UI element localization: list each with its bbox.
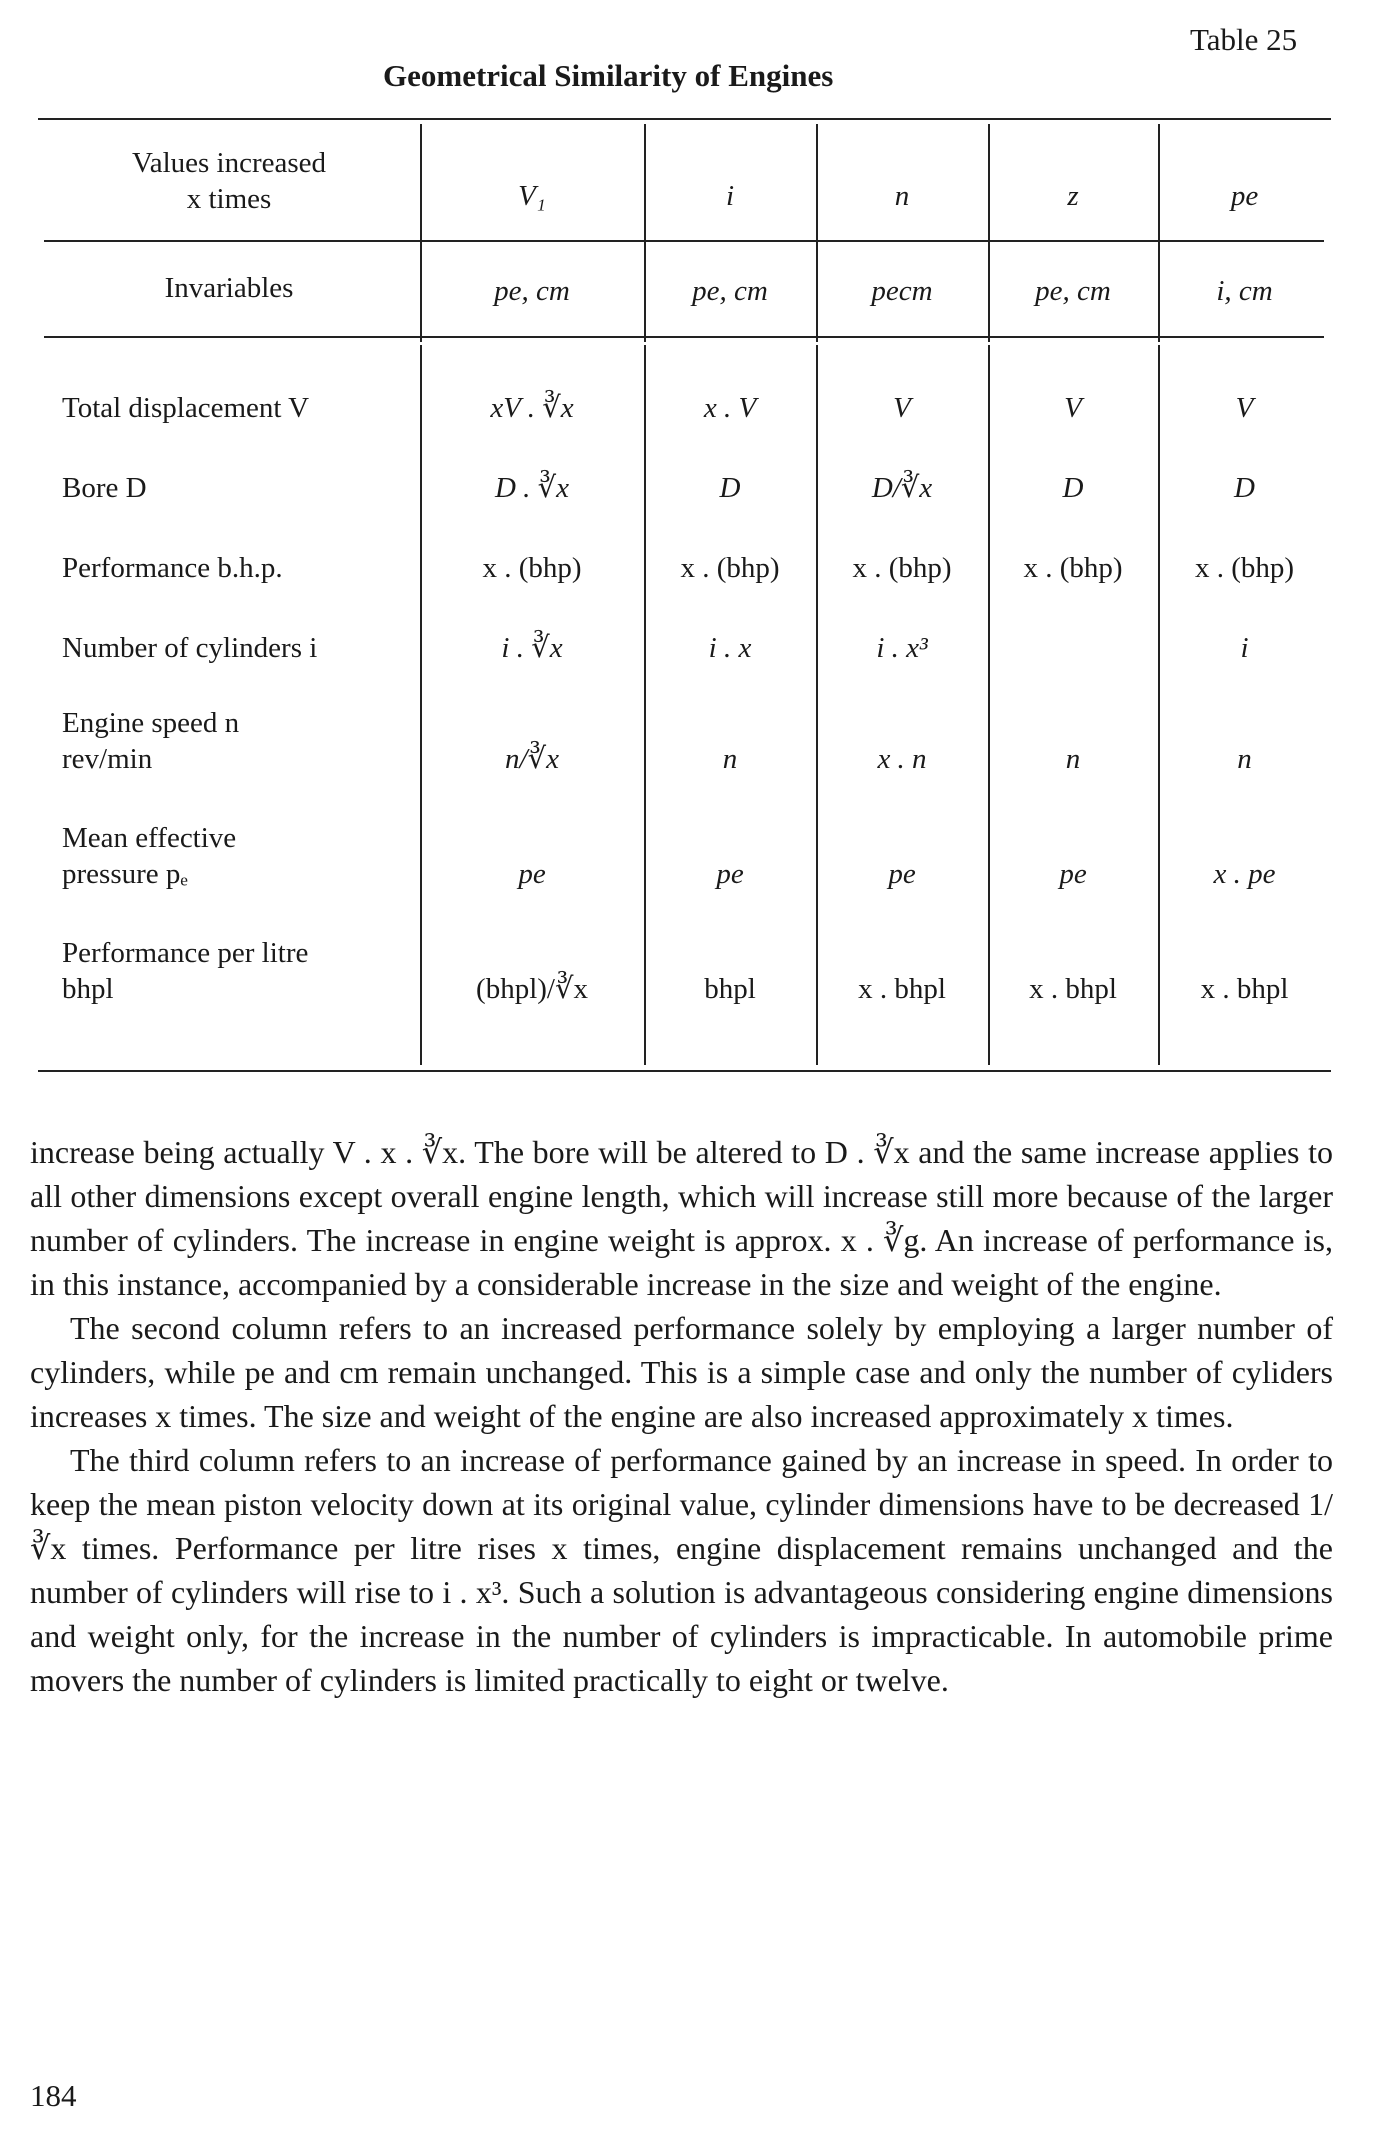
row-label: Number of cylinders i (62, 632, 318, 664)
table-cell: x . n (877, 743, 927, 775)
table-cell: n (1237, 743, 1252, 775)
row-label: Mean effective pressure pₑ (62, 822, 237, 890)
column-header-i: i (725, 180, 735, 212)
table-cell: x . (bhp) (852, 552, 952, 584)
table-number: Table 25 (1190, 22, 1298, 57)
column-header-z: z (1067, 180, 1079, 212)
table-cell: pe (518, 858, 546, 890)
table-title: Geometrical Similarity of Engines (383, 58, 834, 93)
table-cell: V (893, 392, 911, 424)
invariable-cell: pe, cm (692, 275, 768, 307)
table-cell: i . ∛x (501, 632, 563, 664)
table-cell: pe (888, 858, 916, 890)
invariables-label: Invariables (164, 272, 294, 304)
table-cell: bhpl (704, 973, 756, 1005)
row-label: Bore D (62, 472, 147, 504)
table-cell: D (1062, 472, 1084, 504)
page-number: 184 (30, 2078, 77, 2113)
table-cell: D . ∛x (494, 472, 570, 504)
table-cell: V (1064, 392, 1082, 424)
table-cell: xV . ∛x (490, 392, 574, 424)
paragraph-3: The third column refers to an increase of performance gained by an increase in speed. In order to keep the mean piston velocity down at its original value, cylinder dimensions have to be decreased 1/∛x times. Performance per litre rises x times, engine displacement remains unchanged and the number of cylinders will rise to i . x³. Such a solution is advantageous considering engine dimensions and weight only, for the increase in the number of cylinders is impracticable. In automobile prime movers the number of cylinders is limited practically to eight or twelve. (30, 1442, 1333, 1698)
table-cell: i . x (708, 632, 752, 664)
table-cell: x . bhpl (1029, 973, 1117, 1005)
table-cell: pe (1059, 858, 1087, 890)
table-cell: x . (bhp) (1023, 552, 1123, 584)
header-values-label: Values increased x times (131, 147, 327, 215)
row-label: Performance per litre bhpl (62, 937, 309, 1005)
body-text (30, 1130, 1333, 1702)
table-cell: x . (bhp) (680, 552, 780, 584)
table-cell: x . pe (1213, 858, 1276, 890)
invariable-cell: i, cm (1216, 275, 1273, 307)
column-header-n: n (894, 180, 910, 212)
table-cell: i (1240, 632, 1249, 664)
table-cell: x . bhpl (1200, 973, 1289, 1005)
table-cell: n (722, 743, 738, 775)
paragraph-2: The second column refers to an increased performance solely by employing a larger number of cylinders, while pe and cm remain unchanged. This is a simple case and only the number of cyliders increases x times. The size and weight of the engine are also increased approximately x times. (30, 1310, 1333, 1434)
column-header-pe: pe (1230, 180, 1259, 212)
table-cell: D (719, 472, 741, 504)
table-cell: V (1235, 392, 1254, 424)
table-cell: x . bhpl (858, 973, 946, 1005)
table-cell: pe (716, 858, 744, 890)
table-cell: x . V (703, 392, 757, 424)
table-cell: (bhpl)/∛x (476, 973, 588, 1005)
paragraph-1: increase being actually V . x . ∛x. The bore will be altered to D . ∛x and the same increase applies to all other dimensions except overall engine length, which will increase still more because of the larger number of cylinders. The increase in engine weight is approx. x . ∛g. An increase of performance is, in this instance, accompanied by a considerable increase in the size and weight of the engine. (30, 1134, 1333, 1302)
row-label: Total displacement V (62, 392, 310, 424)
row-label: Engine speed n rev/min (62, 707, 240, 775)
table-cell: x . (bhp) (482, 552, 582, 584)
table-cell: n/∛x (505, 743, 559, 775)
invariable-cell: pe, cm (1035, 275, 1111, 307)
table-cell: n (1065, 743, 1081, 775)
invariable-cell: pecm (871, 275, 933, 307)
similarity-table (38, 118, 1331, 1072)
table-cell: x . (bhp) (1194, 552, 1295, 584)
column-header-v1: V₁ (518, 180, 546, 212)
row-label: Performance b.h.p. (62, 552, 283, 584)
table-cell: i . x³ (876, 632, 928, 664)
invariable-cell: pe, cm (494, 275, 570, 307)
table-cell: D (1234, 472, 1255, 504)
table-cell: D/∛x (871, 472, 933, 504)
